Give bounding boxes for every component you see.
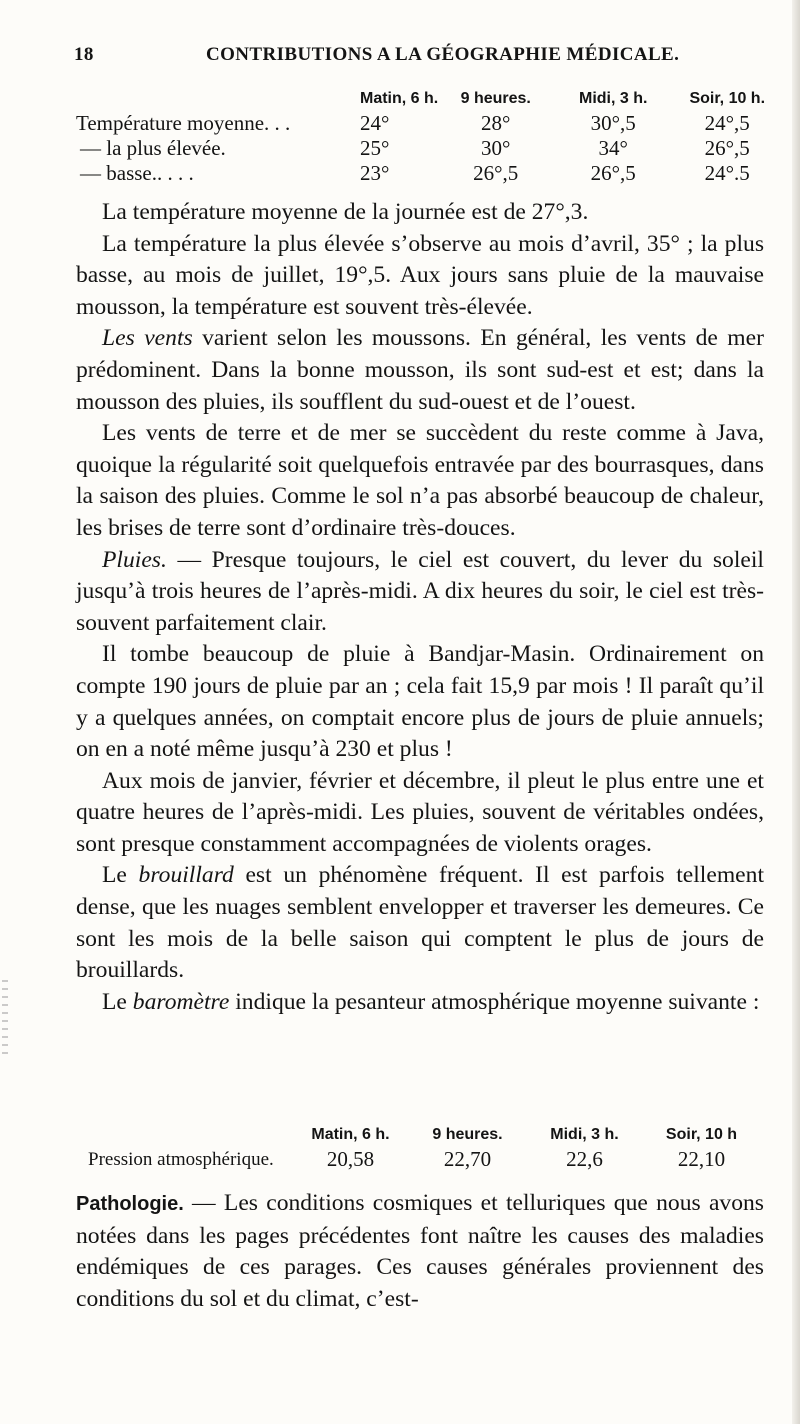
table-header-row	[88, 1122, 760, 1147]
row-label: — la plus élevée.	[80, 136, 226, 160]
table-cell: 25°	[360, 136, 390, 160]
table-cell: 23°	[360, 161, 390, 185]
table-row	[76, 161, 781, 186]
paragraph: Le baromètre indique la pesanteur atmosphérique moyenne suivante :	[102, 988, 760, 1015]
column-header: Midi, 3 h.	[579, 90, 648, 107]
paragraph: Les vents varient selon les moussons. En général, les vents de mer prédominent. Dans la bonne mousson, ils sont sud-est et est; dans la mousson des pluies, ils soufflent du sud-ouest et de l’ouest.	[76, 325, 764, 415]
paragraph: La température moyenne de la journée est de 27°,3.	[102, 199, 589, 225]
row-label: Pression atmosphérique.	[88, 1149, 274, 1170]
column-header: 9 heures.	[460, 90, 531, 107]
table-header-row	[76, 86, 781, 111]
table-cell: 24°	[360, 111, 390, 135]
column-header: 9 heures.	[432, 1126, 503, 1143]
margin-mark	[2, 980, 8, 1060]
pathologie-section	[76, 1188, 764, 1315]
paragraph: Aux mois de janvier, février et décembre, il pleut le plus entre une et quatre heures de l’après-midi. Les pluies, souvent de véritables ondées, sont presque constamment accompagnées de violents orages.	[76, 767, 764, 857]
pressure-table	[88, 1122, 760, 1172]
paragraph: La température la plus élevée s’observe au mois d’avril, 35° ; la plus basse, au mois de juillet, 19°,5. Aux jours sans pluie de la mauvaise mousson, la température est souvent très-élevée.	[76, 230, 764, 320]
table-cell: 30°,5	[590, 111, 636, 135]
table-cell: 28°	[481, 111, 511, 135]
emphasis: baromètre	[132, 988, 230, 1015]
column-header: Matin, 6 h.	[360, 90, 439, 107]
table-row	[76, 136, 781, 161]
column-header: Soir, 10 h	[665, 1126, 738, 1143]
column-header: Midi, 3 h.	[550, 1126, 619, 1143]
emphasis: brouillard	[138, 862, 234, 889]
table-row	[88, 1147, 760, 1172]
row-label: — basse.. . . .	[80, 161, 194, 185]
emphasis: Les vents	[102, 325, 193, 352]
table-cell: 22,10	[677, 1147, 726, 1171]
body-text	[76, 197, 764, 1018]
page-number: 18	[74, 44, 94, 65]
table-cell: 22,70	[443, 1147, 492, 1171]
table-cell: 26°,5	[473, 161, 519, 185]
section-heading: Pathologie.	[76, 1193, 184, 1215]
row-label: Température moyenne. . .	[76, 111, 291, 135]
running-title: CONTRIBUTIONS A LA GÉOGRAPHIE MÉDICALE.	[206, 44, 680, 65]
column-header: Soir, 10 h.	[689, 90, 766, 107]
table-cell: 22,6	[566, 1147, 603, 1171]
temperature-table	[76, 86, 781, 186]
table-cell: 24°,5	[704, 111, 750, 135]
table-row	[76, 111, 781, 136]
page-header	[74, 44, 764, 74]
table-cell: 34°	[598, 136, 628, 160]
section-heading: Pluies.	[102, 546, 167, 573]
page-edge	[792, 0, 800, 1424]
paragraph: Pathologie. — Les conditions cosmiques et telluriques que nous avons notées dans les pages précédentes font naître les causes des maladies endémiques de ces parages. Ces causes générales proviennent des conditions du sol et du climat, c’est-	[76, 1190, 764, 1312]
table-cell: 20,58	[326, 1147, 375, 1171]
paragraph: Le brouillard est un phénomène fréquent. Il est parfois tellement dense, que les nuages semblent envelopper et traverser les demeures. Ce sont les mois de la belle saison qui comptent le plus de jours de brouillards.	[76, 862, 764, 984]
table-cell: 26°,5	[704, 136, 750, 160]
table-cell: 26°,5	[590, 161, 636, 185]
column-header: Matin, 6 h.	[311, 1126, 390, 1143]
paragraph: Il tombe beaucoup de pluie à Bandjar-Masin. Ordinairement on compte 190 jours de pluie par an ; cela fait 15,9 par mois ! Il paraît qu’il y a quelques années, on comptait encore plus de jours de pluie annuels; on en a noté même jusqu’à 230 et plus !	[76, 641, 764, 763]
paragraph: Les vents de terre et de mer se succèdent du reste comme à Java, quoique la régularité soit quelquefois entravée par des bourrasques, dans la saison des pluies. Comme le sol n’a pas absorbé beaucoup de chaleur, les brises de terre sont d’ordinaire très-douces.	[76, 420, 764, 541]
table-cell: 30°	[481, 136, 511, 160]
table-cell: 24°.5	[704, 161, 750, 185]
paragraph: Pluies. — Presque toujours, le ciel est couvert, du lever du soleil jusqu’à trois heures de l’après-midi. A dix heures du soir, le ciel est très-souvent parfaitement clair.	[76, 546, 764, 636]
